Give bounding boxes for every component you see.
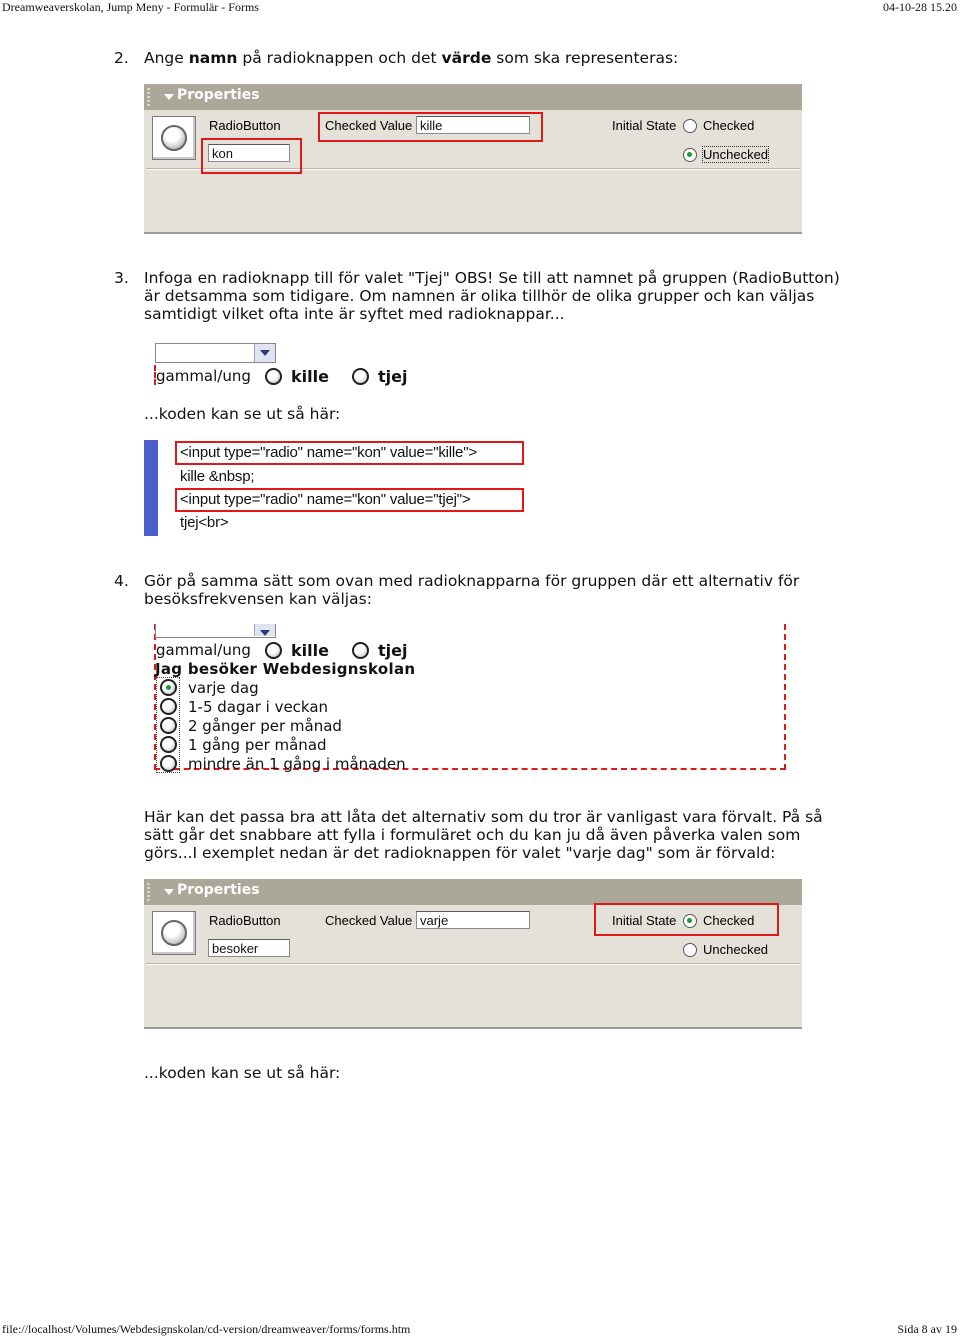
code-line-1: <input type="radio" name="kon" value="kille"> [180,444,477,461]
option-label-2: 1-5 dagar i veckan [188,698,329,716]
radio-2-ganger[interactable] [160,717,177,734]
option-label-1: varje dag [188,679,259,697]
radio-button-icon [152,911,196,955]
unchecked-radio-2[interactable] [683,943,697,957]
checked-label-2: Checked [703,913,755,928]
chevron-down-icon [254,344,275,362]
radio-kille-2[interactable] [265,642,282,659]
radio-kille[interactable] [265,368,282,385]
panel-grip[interactable] [147,88,150,106]
option-label-4: 1 gång per månad [188,736,327,754]
highlight-initial-state [594,903,779,936]
radio-tjej-label: tjej [378,367,408,386]
step-4-number: 4. [114,572,129,590]
radiobutton-label-2: RadioButton [209,913,281,928]
para-line-3: görs...I exemplet nedan är det radioknappen för valet "varje dag" som är förvald: [144,844,776,862]
radio-1-5-dagar[interactable] [160,698,177,715]
code-intro-2: ...koden kan se ut så här: [144,1064,341,1082]
radio-mindre[interactable] [160,755,177,772]
unchecked-radio[interactable] [683,148,697,162]
code-intro: ...koden kan se ut så här: [144,405,341,423]
option-label-5: mindre än 1 gång i månaden [188,755,406,773]
collapse-arrow-icon[interactable] [164,94,174,100]
step-4-line-2: besöksfrekvensen kan väljas: [144,590,372,608]
panel-title-2: Properties [177,882,260,898]
step-3-line-2: är detsamma som tidigare. Om namnen är olika tillhör de olika grupper och kan väljas [144,287,815,305]
panel-title-bar[interactable] [144,84,802,110]
header-title: Dreamweaverskolan, Jump Meny - Formulär - Forms [2,0,259,14]
panel-grip-2[interactable] [147,883,150,901]
design2-label: gammal/ung [156,641,251,659]
radio-tjej[interactable] [352,368,369,385]
initial-state-label: Initial State [612,118,677,133]
highlight-code-1 [175,441,524,465]
jump-menu-select[interactable] [155,343,276,363]
step-4-line-1: Gör på samma sätt som ovan med radioknapparna för gruppen där ett alternativ för [144,572,800,590]
step-2-number: 2. [114,49,129,67]
panel-title-bar-2[interactable] [144,879,802,905]
radio-varje-dag[interactable] [160,679,177,696]
code-line-3: <input type="radio" name="kon" value="tjej"> [180,491,471,508]
checked-value-field-2[interactable]: varje [416,911,530,929]
highlight-code-2 [175,488,524,512]
radiobutton-name-field-2[interactable]: besoker [208,939,290,957]
radiobutton-name-field[interactable]: kon [208,144,290,162]
header-datetime: 04-10-28 15.20 [883,0,957,14]
radio-tjej-2-label: tjej [378,641,408,660]
highlight-name [201,138,302,174]
code-line-2: kille &nbsp; [180,468,255,485]
checked-value-field[interactable]: kille [416,116,530,134]
jump-menu-select-2[interactable] [155,624,276,638]
unchecked-label: Unchecked [703,147,769,162]
step-3-number: 3. [114,269,129,287]
panel-title: Properties [177,87,260,103]
code-sidebar [144,440,158,536]
checked-value-label-2: Checked Value [325,913,413,928]
radio-button-icon [152,116,196,160]
properties-panel-2 [144,879,802,1029]
para-line-2: sätt går det snabbare att fylla i formuläret och du kan ju då även påverka valen som [144,826,801,844]
radio-1-gang[interactable] [160,736,177,753]
highlight-checked-value [318,112,543,142]
checked-value-label: Checked Value [325,118,413,133]
footer-page: Sida 8 av 19 [897,1322,957,1336]
design2-heading: Jag besöker Webdesignskolan [155,660,416,678]
step-3-line-1: Infoga en radioknapp till för valet "Tjej" OBS! Se till att namnet på gruppen (RadioButton) [144,269,840,287]
step-2-text: Ange namn på radioknappen och det värde som ska representeras: [144,49,679,67]
radio-tjej-2[interactable] [352,642,369,659]
option-label-3: 2 gånger per månad [188,717,342,735]
design-label: gammal/ung [156,367,251,385]
radio-kille-label: kille [291,367,329,386]
unchecked-label-2: Unchecked [703,942,769,957]
chevron-down-icon [254,624,275,636]
footer-url: file://localhost/Volumes/Webdesignskolan/cd-version/dreamweaver/forms/forms.htm [2,1322,411,1336]
radiobutton-label: RadioButton [209,118,281,133]
checked-label: Checked [703,118,755,133]
para-line-1: Här kan det passa bra att låta det alternativ som du tror är vanligast vara förvalt. På så [144,808,823,826]
panel-divider-2 [146,963,800,965]
radio-kille-2-label: kille [291,641,329,660]
step-3-line-3: samtidigt vilket ofta inte är syftet med radioknappar... [144,305,565,323]
checked-radio[interactable] [683,119,697,133]
initial-state-label-2: Initial State [612,913,677,928]
code-line-4: tjej<br> [180,514,229,531]
collapse-arrow-icon[interactable] [164,889,174,895]
